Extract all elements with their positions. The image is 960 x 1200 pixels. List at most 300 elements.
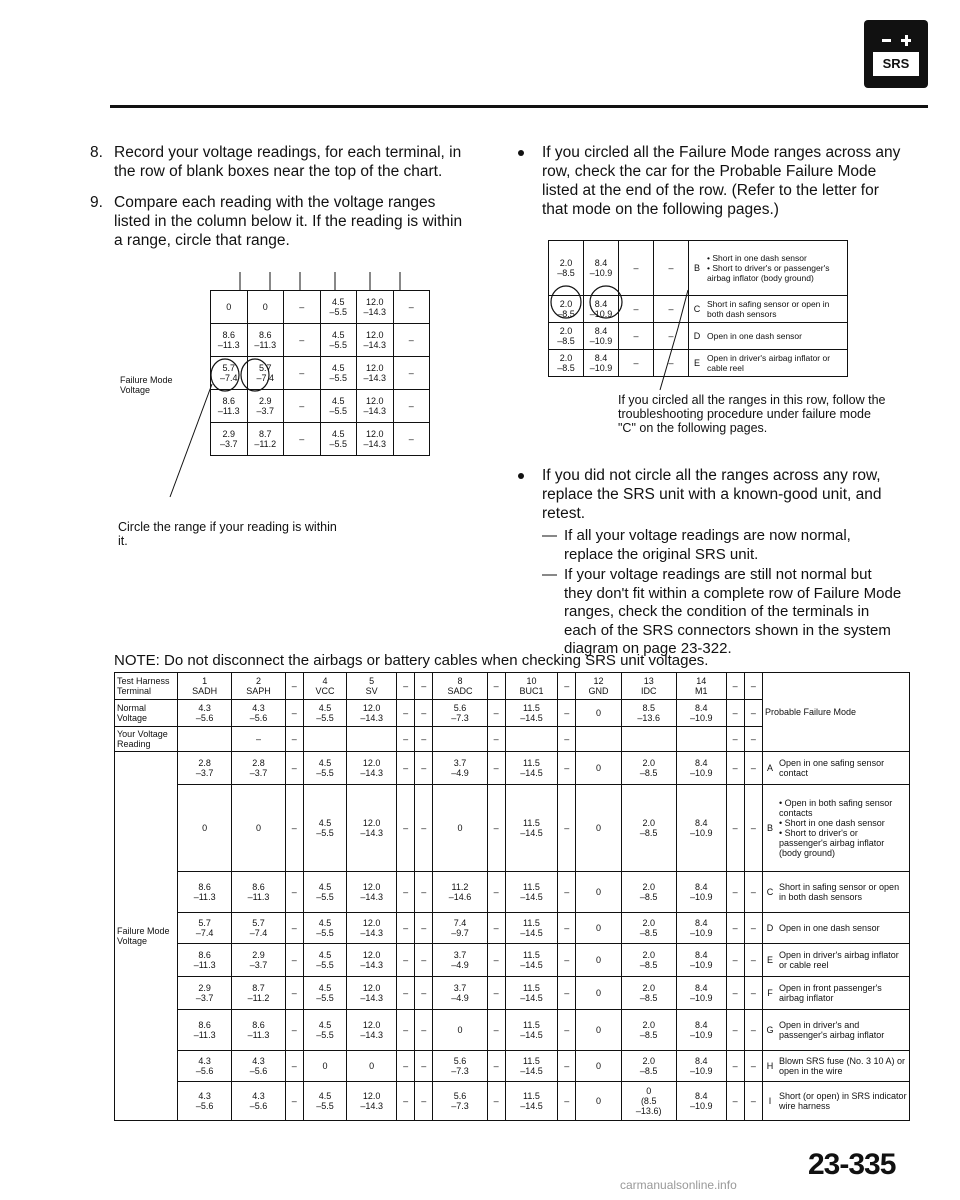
- table-cell: 4.3 –5.6: [232, 1082, 285, 1121]
- table-cell: –: [284, 390, 321, 423]
- table-cell: –: [487, 1010, 505, 1051]
- header-rule: [110, 105, 928, 108]
- table-cell: 0: [211, 291, 248, 324]
- left-example-chart: [120, 272, 430, 487]
- table-cell: –: [397, 673, 415, 700]
- table-cell: –: [285, 977, 303, 1010]
- table-cell: 5.6 –7.3: [433, 1082, 487, 1121]
- table-cell: –: [487, 752, 505, 785]
- table-cell: –: [654, 350, 689, 377]
- table-cell: 4.3 –5.6: [232, 1051, 285, 1082]
- table-cell: 4.5 –5.5: [320, 357, 357, 390]
- table-cell: –: [744, 913, 762, 944]
- table-cell: –: [726, 977, 744, 1010]
- table-cell: –: [744, 944, 762, 977]
- table-cell: 2.0 –8.5: [621, 977, 676, 1010]
- table-cell: –: [285, 700, 303, 727]
- table-cell: 8.6 –11.3: [247, 324, 284, 357]
- table-cell: 2.0 –8.5: [621, 913, 676, 944]
- circle-annotations: [548, 240, 848, 400]
- table-cell: 4.5 –5.5: [303, 700, 346, 727]
- table-cell: –: [232, 727, 285, 752]
- srs-badge-label: SRS: [882, 56, 910, 71]
- probable-failure-mode-header: Probable Failure Mode: [763, 673, 910, 752]
- table-cell: 11.5 –14.5: [505, 1010, 558, 1051]
- table-cell: 2.9 –3.7: [211, 423, 248, 456]
- table-cell: 0: [576, 1082, 621, 1121]
- table-cell: –: [285, 785, 303, 872]
- table-cell: –: [393, 324, 430, 357]
- table-cell: 4.5 –5.5: [303, 977, 346, 1010]
- bullet-icon: [518, 473, 524, 479]
- failure-mode-letter: E: [763, 944, 778, 977]
- table-cell: –: [744, 727, 762, 752]
- table-cell: –: [744, 785, 762, 872]
- table-cell: 4 VCC: [303, 673, 346, 700]
- table-cell: 10 BUC1: [505, 673, 558, 700]
- table-cell: –: [415, 727, 433, 752]
- table-cell: –: [744, 872, 762, 913]
- table-cell: [303, 727, 346, 752]
- table-cell: 14 M1: [676, 673, 726, 700]
- note: NOTE: Do not disconnect the airbags or battery cables when checking SRS unit voltages.: [114, 652, 709, 669]
- table-cell: –: [397, 913, 415, 944]
- table-cell: 12.0 –14.3: [357, 423, 394, 456]
- table-cell: 2.9 –3.7: [232, 944, 285, 977]
- table-cell: 8.4 –10.9: [584, 296, 619, 323]
- table-cell: 8.6 –11.3: [211, 324, 248, 357]
- table-cell: 0: [433, 1010, 487, 1051]
- table-cell: –: [726, 913, 744, 944]
- table-cell: –: [285, 1051, 303, 1082]
- table-cell: 2.0 –8.5: [621, 1010, 676, 1051]
- table-cell: –: [285, 752, 303, 785]
- table-cell: 0: [433, 785, 487, 872]
- table-cell: 4.3 –5.6: [232, 700, 285, 727]
- table-cell: 4.5 –5.5: [303, 1010, 346, 1051]
- table-cell: 12.0 –14.3: [357, 324, 394, 357]
- table-cell: 7.4 –9.7: [433, 913, 487, 944]
- table-cell: –: [744, 977, 762, 1010]
- table-cell: 4.5 –5.5: [320, 390, 357, 423]
- table-cell: 12.0 –14.3: [347, 752, 397, 785]
- table-cell: –: [397, 1010, 415, 1051]
- table-cell: –: [393, 423, 430, 456]
- table-cell: –: [284, 423, 321, 456]
- table-cell: –: [744, 673, 762, 700]
- table-cell: 4.3 –5.6: [178, 1082, 232, 1121]
- table-cell: 8.4 –10.9: [676, 913, 726, 944]
- table-cell: 8.6 –11.3: [232, 1010, 285, 1051]
- failure-mode-letter: D: [763, 913, 778, 944]
- table-cell: [621, 727, 676, 752]
- step-number: 8.: [90, 144, 103, 161]
- table-cell: –: [285, 727, 303, 752]
- table-cell: 13 IDC: [621, 673, 676, 700]
- table-cell: 12.0 –14.3: [347, 1010, 397, 1051]
- table-row: [115, 785, 910, 872]
- table-cell: 8.4 –10.9: [676, 700, 726, 727]
- table-cell: 8.4 –10.9: [676, 752, 726, 785]
- table-cell: –: [619, 350, 654, 377]
- table-cell: 8.6 –11.3: [232, 872, 285, 913]
- left-caption: Circle the range if your reading is within it.: [118, 520, 337, 548]
- table-cell: 0: [347, 1051, 397, 1082]
- failure-mode-letter: D: [689, 323, 706, 350]
- table-cell: –: [558, 913, 576, 944]
- table-cell: –: [744, 752, 762, 785]
- table-cell: 8.6 –11.3: [178, 944, 232, 977]
- right-caption: If you circled all the ranges in this row, follow the troubleshooting procedure under failure mode "C" on the following pages.: [618, 393, 886, 435]
- table-cell: 4.3 –5.6: [178, 1051, 232, 1082]
- failure-mode-description: Open in one safing sensor contact: [777, 752, 910, 785]
- table-cell: 8.4 –10.9: [676, 977, 726, 1010]
- table-cell: 0: [576, 752, 621, 785]
- table-row: [115, 1051, 910, 1082]
- table-cell: 12.0 –14.3: [347, 1082, 397, 1121]
- table-cell: –: [397, 1051, 415, 1082]
- table-cell: 8.4 –10.9: [584, 241, 619, 296]
- table-cell: –: [415, 785, 433, 872]
- watermark: carmanualsonline.info: [620, 1178, 737, 1192]
- table-cell: –: [415, 700, 433, 727]
- table-row: [115, 752, 910, 785]
- table-cell: 11.2 –14.6: [433, 872, 487, 913]
- table-row: [115, 977, 910, 1010]
- minus-icon: [882, 39, 891, 42]
- failure-mode-letter: H: [763, 1051, 778, 1082]
- table-cell: –: [487, 1082, 505, 1121]
- table-cell: 5.6 –7.3: [433, 700, 487, 727]
- table-cell: –: [726, 1010, 744, 1051]
- table-cell: –: [415, 1051, 433, 1082]
- failure-mode-description: • Short in one dash sensor • Short to driver's or passenger's airbag inflator (body ground): [705, 241, 848, 296]
- table-cell: 4.3 –5.6: [178, 700, 232, 727]
- table-cell: 0: [178, 785, 232, 872]
- page-number: 23-335: [808, 1148, 896, 1181]
- table-cell: –: [487, 727, 505, 752]
- table-cell: –: [654, 241, 689, 296]
- table-row: [115, 913, 910, 944]
- table-row: [115, 944, 910, 977]
- table-cell: 4.5 –5.5: [303, 913, 346, 944]
- table-cell: 5.7 –7.4: [211, 357, 248, 390]
- failure-mode-letter: A: [763, 752, 778, 785]
- table-cell: 8.4 –10.9: [676, 944, 726, 977]
- table-cell: 12.0 –14.3: [347, 944, 397, 977]
- table-cell: [347, 727, 397, 752]
- table-cell: –: [726, 700, 744, 727]
- table-cell: 8.4 –10.9: [676, 872, 726, 913]
- table-cell: –: [393, 390, 430, 423]
- table-cell: –: [285, 944, 303, 977]
- table-cell: [505, 727, 558, 752]
- table-cell: 8.6 –11.3: [211, 390, 248, 423]
- failure-mode-description: • Open in both safing sensor contacts • Short in one dash sensor • Short to driver's or passenger's airbag inflator (body ground): [777, 785, 910, 872]
- table-cell: –: [726, 1051, 744, 1082]
- table-cell: –: [726, 727, 744, 752]
- table-cell: –: [558, 1082, 576, 1121]
- failure-mode-description: Open in one dash sensor: [705, 323, 848, 350]
- table-cell: [576, 727, 621, 752]
- failure-mode-description: Short (or open) in SRS indicator wire harness: [777, 1082, 910, 1121]
- table-row: [115, 872, 910, 913]
- main-voltage-table: [114, 672, 910, 1121]
- table-cell: –: [285, 1010, 303, 1051]
- table-cell: 2.9 –3.7: [247, 390, 284, 423]
- table-cell: 11.5 –14.5: [505, 785, 558, 872]
- failure-mode-label: Failure Mode Voltage: [115, 752, 178, 1121]
- table-cell: –: [393, 357, 430, 390]
- table-cell: –: [726, 1082, 744, 1121]
- table-cell: –: [487, 700, 505, 727]
- table-cell: –: [726, 673, 744, 700]
- failure-mode-description: Short in safing sensor or open in both dash sensors: [777, 872, 910, 913]
- failure-mode-description: Open in one dash sensor: [777, 913, 910, 944]
- table-cell: 4.5 –5.5: [303, 872, 346, 913]
- table-cell: –: [744, 1051, 762, 1082]
- table-cell: 8.7 –11.2: [232, 977, 285, 1010]
- failure-mode-letter: F: [763, 977, 778, 1010]
- table-cell: 0: [576, 785, 621, 872]
- table-cell: –: [487, 673, 505, 700]
- table-cell: 11.5 –14.5: [505, 977, 558, 1010]
- table-cell: 11.5 –14.5: [505, 1051, 558, 1082]
- table-cell: –: [487, 977, 505, 1010]
- table-cell: 12.0 –14.3: [347, 977, 397, 1010]
- failure-mode-letter: I: [763, 1082, 778, 1121]
- step-number: 9.: [90, 194, 103, 211]
- table-cell: –: [619, 323, 654, 350]
- table-cell: 4.5 –5.5: [303, 944, 346, 977]
- table-cell: 12.0 –14.3: [347, 700, 397, 727]
- bullet-2: [518, 466, 898, 526]
- table-cell: [676, 727, 726, 752]
- table-cell: 4.5 –5.5: [320, 291, 357, 324]
- table-cell: –: [558, 1010, 576, 1051]
- table-cell: 2.8 –3.7: [178, 752, 232, 785]
- table-cell: –: [558, 727, 576, 752]
- table-cell: 12.0 –14.3: [357, 291, 394, 324]
- table-cell: 5 SV: [347, 673, 397, 700]
- table-cell: 8.6 –11.3: [178, 1010, 232, 1051]
- table-cell: –: [744, 1010, 762, 1051]
- table-cell: –: [654, 323, 689, 350]
- srs-badge: [864, 20, 928, 88]
- failure-mode-description: Open in driver's airbag inflator or cable reel: [705, 350, 848, 377]
- table-cell: 2.0 –8.5: [549, 350, 584, 377]
- table-cell: 0: [576, 913, 621, 944]
- table-cell: –: [415, 1010, 433, 1051]
- table-cell: 2 SAPH: [232, 673, 285, 700]
- right-example-chart: [548, 240, 848, 390]
- table-cell: 2.0 –8.5: [621, 785, 676, 872]
- terminal-label: Test Harness Terminal: [115, 673, 178, 700]
- table-cell: –: [397, 1082, 415, 1121]
- dash-text: If all your voltage readings are now normal, replace the original SRS unit.: [564, 527, 851, 563]
- table-cell: –: [558, 752, 576, 785]
- table-cell: 8.4 –10.9: [676, 1051, 726, 1082]
- table-cell: –: [558, 944, 576, 977]
- table-cell: 0: [576, 944, 621, 977]
- table-cell: –: [558, 785, 576, 872]
- table-cell: 3.7 –4.9: [433, 752, 487, 785]
- table-cell: 2.8 –3.7: [232, 752, 285, 785]
- table-cell: 8.4 –10.9: [584, 323, 619, 350]
- table-cell: –: [415, 977, 433, 1010]
- dash-text: If your voltage readings are still not normal but they don't fit within a complete row of Failure Mode ranges, check the condition of the terminals in each of the SRS connectors shown in the system diagram on page 23-322.: [564, 566, 902, 657]
- table-cell: 0: [303, 1051, 346, 1082]
- table-cell: –: [393, 291, 430, 324]
- table-cell: 11.5 –14.5: [505, 872, 558, 913]
- failure-mode-letter: C: [763, 872, 778, 913]
- failure-mode-letter: B: [689, 241, 706, 296]
- table-cell: –: [397, 700, 415, 727]
- table-cell: 8.5 –13.6: [621, 700, 676, 727]
- table-cell: –: [415, 913, 433, 944]
- table-cell: 8.4 –10.9: [584, 350, 619, 377]
- table-cell: 2.0 –8.5: [621, 1051, 676, 1082]
- table-cell: –: [487, 1051, 505, 1082]
- table-cell: –: [415, 1082, 433, 1121]
- table-cell: 11.5 –14.5: [505, 1082, 558, 1121]
- table-cell: 0: [232, 785, 285, 872]
- table-cell: 12.0 –14.3: [347, 785, 397, 872]
- table-cell: 4.5 –5.5: [303, 785, 346, 872]
- step-text: Compare each reading with the voltage ranges listed in the column below it. If the reading is within a range, circle that range.: [114, 194, 463, 249]
- table-cell: 11.5 –14.5: [505, 913, 558, 944]
- table-cell: 8.4 –10.9: [676, 1082, 726, 1121]
- table-cell: –: [415, 944, 433, 977]
- table-cell: –: [397, 977, 415, 1010]
- table-cell: –: [284, 357, 321, 390]
- table-cell: 0: [576, 977, 621, 1010]
- table-cell: –: [415, 673, 433, 700]
- circle-annotations: [120, 272, 430, 522]
- table-cell: –: [397, 727, 415, 752]
- table-cell: 3.7 –4.9: [433, 977, 487, 1010]
- table-cell: 2.9 –3.7: [178, 977, 232, 1010]
- table-cell: –: [558, 1051, 576, 1082]
- table-cell: –: [487, 785, 505, 872]
- table-cell: 8.4 –10.9: [676, 785, 726, 872]
- table-cell: –: [397, 944, 415, 977]
- table-cell: –: [558, 872, 576, 913]
- table-cell: –: [397, 785, 415, 872]
- table-cell: 8.4 –10.9: [676, 1010, 726, 1051]
- table-cell: 12.0 –14.3: [347, 872, 397, 913]
- table-cell: 12.0 –14.3: [347, 913, 397, 944]
- table-cell: 5.7 –7.4: [232, 913, 285, 944]
- table-cell: –: [726, 752, 744, 785]
- table-cell: [433, 727, 487, 752]
- table-cell: 5.7 –7.4: [178, 913, 232, 944]
- table-cell: 0: [576, 700, 621, 727]
- table-cell: –: [744, 700, 762, 727]
- table-cell: –: [726, 872, 744, 913]
- table-cell: 2.0 –8.5: [621, 872, 676, 913]
- table-cell: 11.5 –14.5: [505, 700, 558, 727]
- table-cell: 8.7 –11.2: [247, 423, 284, 456]
- table-cell: 0: [576, 1010, 621, 1051]
- failure-mode-label: Failure Mode Voltage: [120, 375, 173, 395]
- table-cell: 11.5 –14.5: [505, 944, 558, 977]
- failure-mode-letter: E: [689, 350, 706, 377]
- table-cell: 0 (8.5 –13.6): [621, 1082, 676, 1121]
- table-cell: 4.5 –5.5: [320, 324, 357, 357]
- failure-mode-letter: G: [763, 1010, 778, 1051]
- failure-mode-letter: C: [689, 296, 706, 323]
- table-cell: [178, 727, 232, 752]
- table-cell: 2.0 –8.5: [549, 241, 584, 296]
- table-cell: 2.0 –8.5: [549, 296, 584, 323]
- table-cell: –: [619, 241, 654, 296]
- table-cell: –: [654, 296, 689, 323]
- table-cell: 11.5 –14.5: [505, 752, 558, 785]
- table-cell: 2.0 –8.5: [621, 752, 676, 785]
- table-cell: 12 GND: [576, 673, 621, 700]
- bullet-1: [518, 143, 901, 223]
- failure-mode-description: Short in safing sensor or open in both dash sensors: [705, 296, 848, 323]
- table-row: [115, 1010, 910, 1051]
- table-cell: 1 SADH: [178, 673, 232, 700]
- bullet-text: If you circled all the Failure Mode ranges across any row, check the car for the Probable Failure Mode listed at the end of the row. (Refer to the letter for that mode on the following pages.): [542, 144, 901, 218]
- table-cell: 0: [247, 291, 284, 324]
- step-9: [90, 193, 490, 253]
- failure-mode-description: Blown SRS fuse (No. 3 10 A) or open in the wire: [777, 1051, 910, 1082]
- table-cell: –: [558, 700, 576, 727]
- table-row: [115, 673, 910, 700]
- failure-mode-description: Open in driver's airbag inflator or cable reel: [777, 944, 910, 977]
- table-cell: –: [284, 291, 321, 324]
- table-cell: 8.6 –11.3: [178, 872, 232, 913]
- table-cell: 4.5 –5.5: [303, 752, 346, 785]
- table-cell: 3.7 –4.9: [433, 944, 487, 977]
- table-cell: –: [619, 296, 654, 323]
- step-text: Record your voltage readings, for each terminal, in the row of blank boxes near the top of the chart.: [114, 144, 462, 180]
- table-cell: –: [285, 913, 303, 944]
- failure-mode-description: Open in front passenger's airbag inflator: [777, 977, 910, 1010]
- table-cell: –: [284, 324, 321, 357]
- table-cell: 5.6 –7.3: [433, 1051, 487, 1082]
- table-cell: –: [415, 752, 433, 785]
- table-cell: 0: [576, 1051, 621, 1082]
- table-cell: 4.5 –5.5: [320, 423, 357, 456]
- table-cell: –: [487, 872, 505, 913]
- table-cell: –: [285, 872, 303, 913]
- normal-voltage-label: Normal Voltage: [115, 700, 178, 727]
- table-cell: 4.5 –5.5: [303, 1082, 346, 1121]
- table-cell: –: [744, 1082, 762, 1121]
- table-cell: 2.0 –8.5: [621, 944, 676, 977]
- failure-mode-letter: B: [763, 785, 778, 872]
- table-cell: 5.7 –7.4: [247, 357, 284, 390]
- table-cell: –: [726, 944, 744, 977]
- your-reading-label: Your Voltage Reading: [115, 727, 178, 752]
- table-cell: –: [726, 785, 744, 872]
- failure-mode-description: Open in driver's and passenger's airbag inflator: [777, 1010, 910, 1051]
- table-cell: –: [558, 673, 576, 700]
- table-cell: –: [397, 752, 415, 785]
- step-8: [90, 143, 490, 183]
- table-cell: 12.0 –14.3: [357, 390, 394, 423]
- table-cell: –: [487, 944, 505, 977]
- table-row: [115, 1082, 910, 1121]
- table-cell: –: [397, 872, 415, 913]
- table-cell: 2.0 –8.5: [549, 323, 584, 350]
- table-cell: –: [487, 913, 505, 944]
- table-cell: –: [285, 673, 303, 700]
